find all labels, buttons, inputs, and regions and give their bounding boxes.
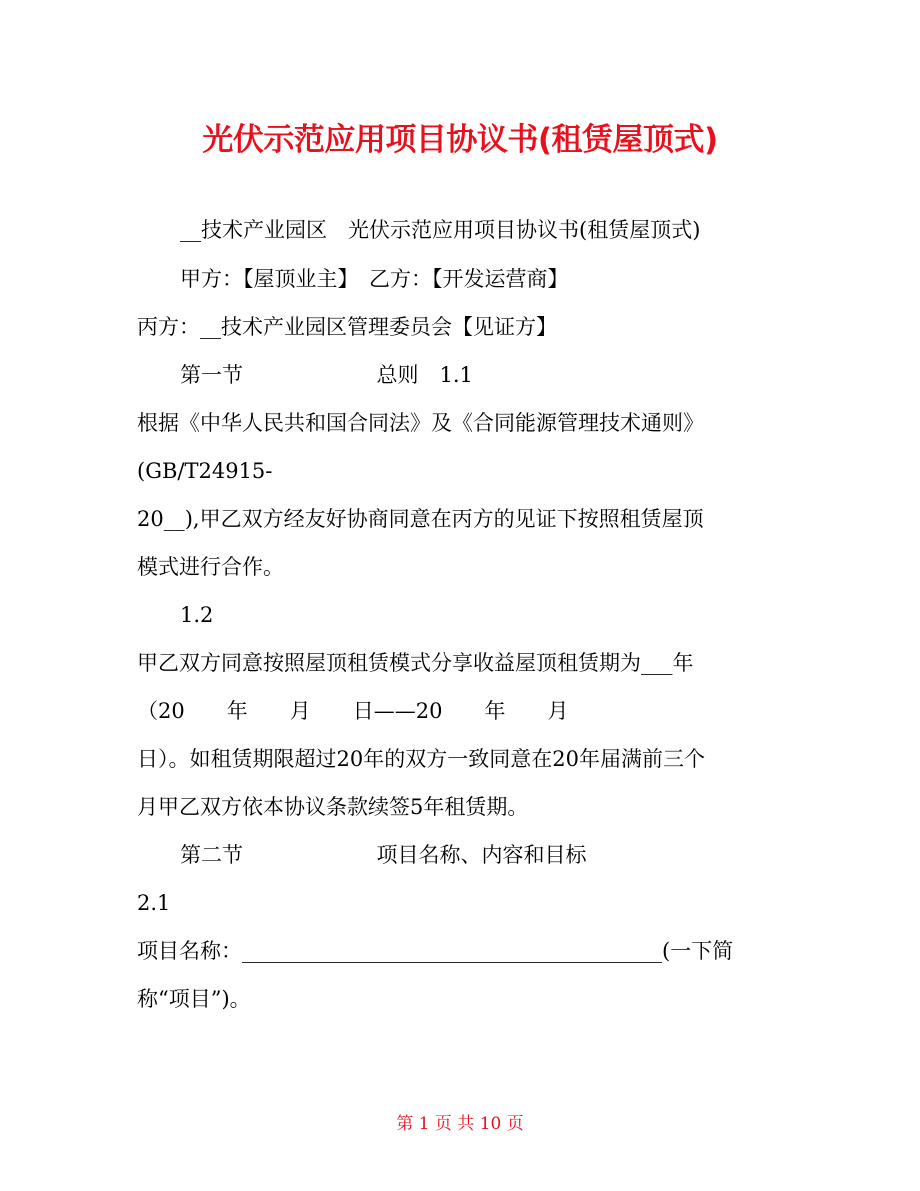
paragraph-line: 月甲乙双方依本协议条款续签5年租赁期。 (137, 795, 529, 819)
paragraph-line: 根据《中华人民共和国合同法》及《合同能源管理技术通则》 (137, 411, 704, 435)
paragraph-line: 日）。如租赁期限超过20年的双方一致同意在20年届满前三个 (137, 747, 705, 771)
clause-number: 1.2 (180, 603, 214, 627)
document-title: 光伏示范应用项目协议书(租赁屋顶式) (202, 122, 718, 158)
subtitle-line: __技术产业园区 光伏示范应用项目协议书(租赁屋顶式) (180, 218, 701, 242)
party-c-line: 丙方：__技术产业园区管理委员会【见证方】 (137, 315, 557, 339)
paragraph-line: 称“项目”)。 (137, 987, 251, 1011)
paragraph-line: (GB/T24915- (137, 459, 273, 483)
paragraph-line: （20 年 月 日——20 年 月 (137, 699, 569, 723)
clause-number: 2.1 (137, 891, 171, 915)
paragraph-line: 模式进行合作。 (137, 555, 284, 579)
page-footer: 第 1 页 共 10 页 (396, 1114, 524, 1134)
section-1-heading: 第一节 总则 1.1 (180, 363, 473, 387)
paragraph-line: 20__),甲乙双方经友好协商同意在丙方的见证下按照租赁屋顶 (137, 507, 704, 531)
paragraph-line: 甲乙双方同意按照屋顶租赁模式分享收益屋顶租赁期为___年 (137, 651, 694, 675)
paragraph-line: 项目名称：________________________________________(一下简 (137, 939, 734, 963)
party-a-b-line: 甲方：【屋顶业主】 乙方：【开发运营商】 (180, 267, 569, 291)
section-2-heading: 第二节 项目名称、内容和目标 (180, 843, 587, 867)
